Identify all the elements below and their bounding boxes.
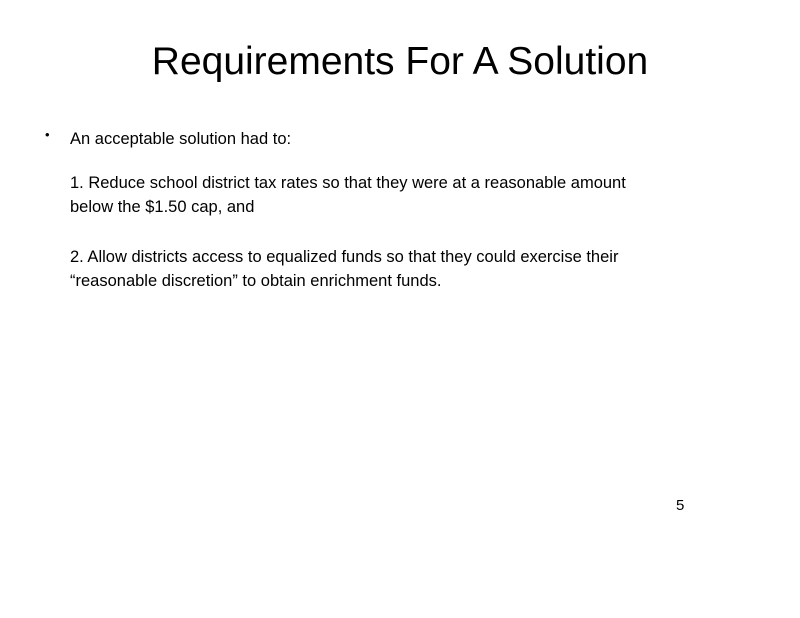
slide-body xyxy=(42,128,742,294)
list-item xyxy=(42,128,742,150)
numbered-item-1: 1. Reduce school district tax rates so that they were at a reasonable amount below the $1.50 cap, and xyxy=(70,174,626,217)
bullet-dot-icon: • xyxy=(45,127,50,142)
list-item-label: An acceptable solution had to: xyxy=(70,130,292,148)
page-title: Requirements For A Solution xyxy=(151,40,649,83)
page-number: 5 xyxy=(676,497,685,514)
numbered-item-2: 2. Allow districts access to equalized funds so that they could exercise their “reasonable discretion” to obtain enrichment funds. xyxy=(70,248,619,291)
